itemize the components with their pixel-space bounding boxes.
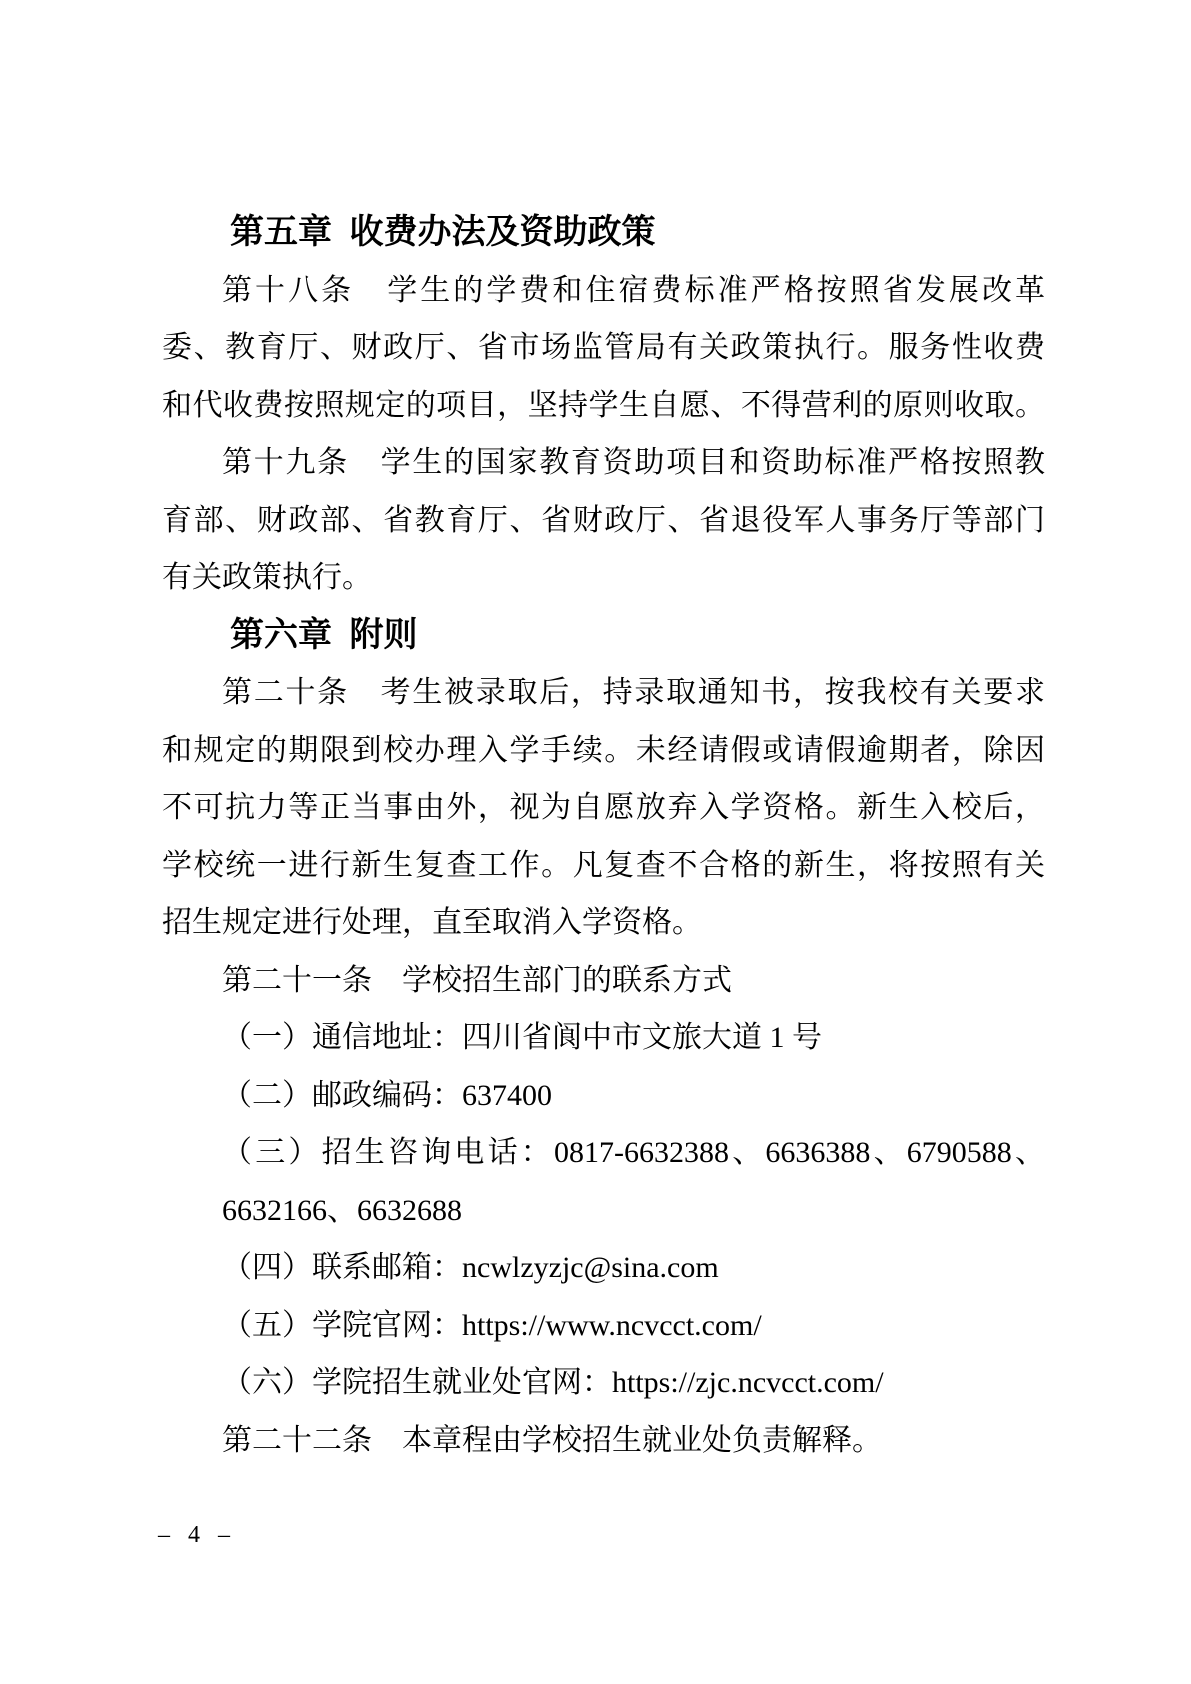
article-18-line-1: 第十八条 学生的学费和住宿费标准严格按照省发展改革 (222, 273, 1045, 307)
chapter-6-heading: 第六章 附则 (230, 615, 418, 654)
article-22-line: 第二十二条 本章程由学校招生就业处负责解释。 (222, 1423, 882, 1457)
article-20-line-1: 第二十条 考生被录取后，持录取通知书，按我校有关要求 (222, 676, 1045, 709)
contact-email: （四）联系邮箱：ncwlzyzjc@sina.com (222, 1251, 719, 1284)
article-20-line-2: 和规定的期限到校办理入学手续。未经请假或请假逾期者，除因 (162, 733, 1045, 767)
page-number: – 4 – (158, 1522, 232, 1548)
article-21-heading: 第二十一条 学校招生部门的联系方式 (222, 963, 732, 997)
article-18-line-3: 和代收费按照规定的项目，坚持学生自愿、不得营利的原则收取。 (162, 388, 1045, 422)
article-20-line-4: 学校统一进行新生复查工作。凡复查不合格的新生，将按照有关 (162, 848, 1045, 882)
article-19-line-2: 育部、财政部、省教育厅、省财政厅、省退役军人事务厅等部门 (162, 503, 1045, 537)
document-body (162, 204, 1045, 1469)
article-20-line-5: 招生规定进行处理，直至取消入学资格。 (162, 906, 702, 939)
contact-phone-line-2: 6632166、6632688 (222, 1193, 462, 1227)
contact-postal-code: （二）邮政编码：637400 (222, 1078, 552, 1112)
article-18-line-2: 委、教育厅、财政厅、省市场监管局有关政策执行。服务性收费 (162, 331, 1045, 364)
chapter-5-heading: 第五章 收费办法及资助政策 (230, 213, 656, 251)
article-20-line-3: 不可抗力等正当事由外，视为自愿放弃入学资格。新生入校后， (162, 791, 1045, 824)
contact-admissions-website: （六）学院招生就业处官网：https://zjc.ncvcct.com/ (222, 1366, 884, 1399)
contact-phone-line-1: （三）招生咨询电话：0817-6632388、6636388、6790588、 (222, 1136, 1045, 1169)
article-19-line-3: 有关政策执行。 (162, 561, 372, 594)
article-19-line-1: 第十九条 学生的国家教育资助项目和资助标准严格按照教 (222, 446, 1045, 479)
contact-mailing-address: （一）通信地址：四川省阆中市文旅大道 1 号 (222, 1021, 822, 1054)
contact-official-website: （五）学院官网：https://www.ncvcct.com/ (222, 1308, 762, 1342)
